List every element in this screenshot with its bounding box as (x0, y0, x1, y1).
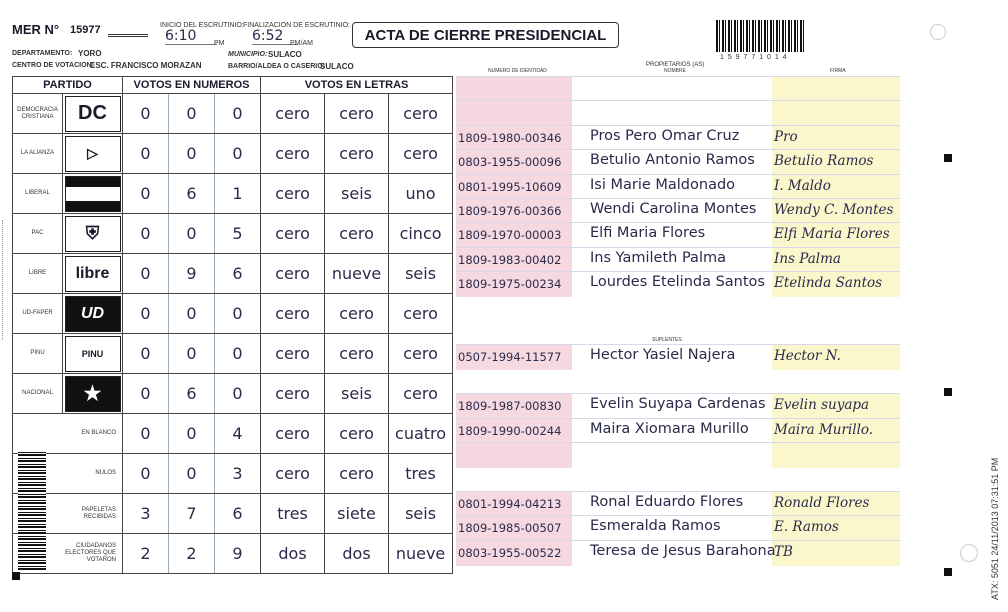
vote-digit: 9 (169, 254, 215, 294)
id-cell (456, 77, 572, 102)
member-name: Teresa de Jesus Barahona (590, 542, 776, 559)
vote-digit: 0 (215, 134, 261, 174)
vote-word: cero (261, 134, 325, 174)
vote-digit: 4 (215, 414, 261, 454)
corner-mark (944, 154, 952, 162)
vote-word: cero (325, 334, 389, 374)
vote-word: seis (389, 494, 453, 534)
mer-number: 15977 (70, 24, 101, 36)
corner-mark (944, 568, 952, 576)
party-logo (65, 216, 121, 252)
vote-word: nueve (389, 534, 453, 574)
member-signature: Ronald Flores (774, 494, 870, 511)
member-row (456, 222, 900, 248)
vote-word: cero (261, 414, 325, 454)
member-signature: Evelin suyapa (774, 397, 870, 414)
member-name: Evelin Suyapa Cardenas (590, 396, 766, 413)
member-signature: Betulio Ramos (774, 153, 874, 170)
member-name: Hector Yasiel Najera (590, 347, 736, 364)
vote-digit: 0 (215, 374, 261, 414)
member-id: 1809-1990-00244 (458, 423, 562, 438)
member-signature: Elfi Maria Flores (774, 226, 890, 243)
inicio-value: 6:10 (165, 28, 217, 45)
party-logo-cell (63, 214, 123, 254)
party-label: LIBRE (28, 270, 47, 276)
page-title (352, 22, 619, 48)
member-signature: TB (774, 543, 793, 560)
party-logo-cell (63, 294, 123, 334)
vote-word: cero (389, 334, 453, 374)
member-row (456, 515, 900, 541)
mer-label: MER N° (12, 22, 60, 37)
party-logo-text: UD (80, 304, 105, 322)
firma-label: FIRMA (830, 68, 846, 74)
vote-digit: 6 (169, 174, 215, 214)
centro-label: CENTRO DE VOTACION: (12, 62, 94, 69)
vote-word: dos (325, 534, 389, 574)
party-logo-cell (63, 334, 123, 374)
vote-digit: 1 (215, 174, 261, 214)
party-logo (65, 336, 121, 372)
triangle-icon: ▷ (87, 145, 98, 161)
vote-row (13, 254, 453, 294)
vote-row (13, 134, 453, 174)
member-id: 1809-1985-00507 (458, 521, 562, 536)
vote-digit: 0 (169, 94, 215, 134)
corner-mark (944, 388, 952, 396)
vote-row (13, 494, 453, 534)
member-id: 1809-1975-00234 (458, 277, 562, 292)
vote-row (13, 454, 453, 494)
vote-digit: 0 (123, 174, 169, 214)
member-id: 1809-1980-00346 (458, 130, 562, 145)
vote-digit: 0 (169, 294, 215, 334)
final-unit: PM/AM (290, 40, 313, 47)
party-label: NACIONAL (22, 390, 53, 396)
vote-word: cuatro (389, 414, 453, 454)
vote-digit: 0 (123, 374, 169, 414)
party-label-cell (13, 374, 63, 414)
votes-table (12, 76, 453, 574)
category-label: CIUDADANOS ELECTORES QUE VOTARON (65, 543, 116, 563)
vote-row (13, 294, 453, 334)
category-label: PAPELETAS RECIBIDAS (81, 506, 116, 520)
stamp-label: ATX: 5051 24/11/2013 07:31:51 PM (990, 457, 1000, 600)
party-logo-cell (63, 94, 123, 134)
vote-row (13, 374, 453, 414)
vote-word: cero (389, 374, 453, 414)
vote-digit: 9 (215, 534, 261, 574)
member-id: 1809-1970-00003 (458, 228, 562, 243)
vote-word: cero (325, 414, 389, 454)
vote-digit: 0 (123, 254, 169, 294)
vote-digit: 0 (123, 334, 169, 374)
member-signature: Pro (774, 128, 798, 145)
barrio-label: BARRIO/ALDEA O CASERIO: (228, 63, 325, 70)
vote-word: siete (325, 494, 389, 534)
propietarios-label: PROPIETARIOS (AS) (646, 62, 705, 68)
vote-word: cero (261, 254, 325, 294)
member-row (456, 247, 900, 273)
vote-digit: 2 (169, 534, 215, 574)
vote-word: cero (389, 94, 453, 134)
party-label-cell (13, 174, 63, 214)
member-row (456, 442, 900, 468)
vote-word: cero (325, 94, 389, 134)
page-title-text: ACTA DE CIERRE PRESIDENCIAL (364, 26, 607, 44)
vote-digit: 0 (123, 294, 169, 334)
municipio-value: SULACO (268, 50, 302, 59)
member-name: Isi Marie Maldonado (590, 176, 736, 193)
party-label-cell (13, 334, 63, 374)
municipio-label: MUNICIPIO: (228, 51, 268, 58)
member-signature: Hector N. (774, 348, 841, 365)
barrio-value: SULACO (320, 62, 354, 71)
member-signature: E. Ramos (774, 519, 839, 536)
vote-row (13, 94, 453, 134)
departamento-label: DEPARTAMENTO: (12, 50, 73, 57)
vote-digit: 3 (215, 454, 261, 494)
party-logo-text: DC (78, 102, 107, 124)
vote-word: cero (325, 294, 389, 334)
member-name: Esmeralda Ramos (590, 518, 721, 535)
vote-row (13, 174, 453, 214)
member-row (456, 76, 900, 102)
member-signature: Wendy C. Montes (774, 202, 894, 218)
final-value: 6:52 (252, 28, 298, 45)
party-label-cell (13, 214, 63, 254)
col-numeros: VOTOS EN NUMEROS (123, 77, 261, 94)
member-row (456, 344, 900, 370)
vote-digit: 0 (123, 214, 169, 254)
vote-digit: 0 (169, 334, 215, 374)
vote-word: cero (261, 174, 325, 214)
vote-digit: 0 (169, 414, 215, 454)
vote-digit: 6 (169, 374, 215, 414)
party-logo-text: libre (75, 264, 110, 282)
vote-digit: 0 (123, 94, 169, 134)
vote-digit: 0 (215, 334, 261, 374)
vote-digit: 7 (169, 494, 215, 534)
barcode (716, 20, 806, 52)
inicio-label: INICIO DEL ESCRUTINIO: (160, 22, 244, 29)
member-row (456, 125, 900, 151)
suplentes-label: SUPLENTES (652, 337, 682, 343)
member-name: Pros Pero Omar Cruz (590, 127, 740, 144)
centro-value: ESC. FRANCISCO MORAZAN (90, 61, 202, 70)
tse-logo (108, 24, 148, 37)
member-id: 1809-1976-00366 (458, 204, 562, 218)
party-label: LIBERAL (25, 190, 50, 196)
side-text (2, 220, 11, 340)
vote-word: uno (389, 174, 453, 214)
vote-word: seis (325, 174, 389, 214)
side-barcode (18, 452, 46, 570)
member-id: 0507-1994-11577 (458, 350, 562, 365)
vote-digit: 3 (123, 494, 169, 534)
party-logo (65, 136, 121, 172)
vote-word: cinco (389, 214, 453, 254)
star-icon: ★ (83, 383, 102, 405)
member-row (456, 418, 900, 444)
member-name: Maira Xiomara Murillo (590, 420, 749, 437)
member-row (456, 100, 900, 126)
hole-mark (930, 24, 946, 40)
party-label-cell (13, 134, 63, 174)
vote-word: cero (261, 454, 325, 494)
final-label: FINALIZACION DE ESCRUTINIO: (243, 22, 350, 29)
vote-word: seis (325, 374, 389, 414)
signature-cell (772, 77, 900, 102)
vote-row (13, 214, 453, 254)
member-row (456, 149, 900, 175)
vote-word: cero (325, 134, 389, 174)
member-id: 0803-1955-00522 (458, 545, 562, 560)
vote-digit: 2 (123, 534, 169, 574)
signature-cell (772, 101, 900, 126)
category-label: NULOS (95, 470, 116, 476)
departamento-value: YORO (78, 49, 102, 58)
vote-word: cero (261, 334, 325, 374)
signature-cell (772, 443, 900, 468)
vote-word: cero (261, 214, 325, 254)
vote-digit: 0 (169, 214, 215, 254)
member-row (456, 540, 900, 566)
vote-word: cero (389, 134, 453, 174)
member-signature: Maira Murillo. (774, 421, 874, 438)
member-signature: Ins Palma (774, 250, 841, 267)
party-logo (65, 256, 121, 292)
member-id: 0803-1955-00096 (458, 155, 562, 170)
party-label: PAC (31, 230, 44, 236)
member-id: 0801-1995-10609 (458, 179, 562, 194)
member-id: 0801-1994-04213 (458, 496, 562, 511)
member-name: Betulio Antonio Ramos (590, 152, 755, 169)
vote-word: cero (261, 294, 325, 334)
vote-word: dos (261, 534, 325, 574)
vote-row (13, 334, 453, 374)
vote-digit: 0 (123, 454, 169, 494)
party-logo (65, 96, 121, 132)
vote-digit: 0 (215, 94, 261, 134)
corner-mark (12, 572, 20, 580)
member-name: Wendi Carolina Montes (590, 201, 757, 217)
member-id: 1809-1983-00402 (458, 252, 562, 267)
vote-digit: 0 (123, 134, 169, 174)
party-logo-cell (63, 174, 123, 214)
vote-word: seis (389, 254, 453, 294)
vote-row (13, 534, 453, 574)
party-logo-cell (63, 254, 123, 294)
vote-digit: 5 (215, 214, 261, 254)
party-logo-text: PINU (81, 348, 104, 359)
party-label-cell (13, 294, 63, 334)
vote-digit: 0 (123, 414, 169, 454)
barcode-number: 1 5 9 7 7 1 0 1 4 (720, 54, 788, 61)
vote-digit: 6 (215, 254, 261, 294)
party-label-cell (13, 94, 63, 134)
vote-word: nueve (325, 254, 389, 294)
member-row (456, 198, 900, 224)
vote-word: cero (261, 374, 325, 414)
vote-word: tres (261, 494, 325, 534)
member-row (456, 393, 900, 419)
member-name: Ronal Eduardo Flores (590, 493, 744, 510)
member-row (456, 491, 900, 517)
col-partido: PARTIDO (13, 77, 123, 94)
hole-mark (960, 544, 978, 562)
party-logo (65, 296, 121, 332)
party-label: PINU (30, 350, 45, 356)
vote-digit: 0 (169, 454, 215, 494)
member-row (456, 271, 900, 297)
member-name: Lourdes Etelinda Santos (590, 274, 765, 291)
party-label: UD-FAPER (22, 310, 53, 316)
vote-word: tres (389, 454, 453, 494)
vote-word: cero (325, 214, 389, 254)
numero-id-label: NUMERO DE IDENTIDAD (488, 68, 547, 74)
id-cell (456, 101, 572, 126)
member-row (456, 174, 900, 200)
shield-icon: ⛨ (85, 223, 100, 243)
member-signature: Etelinda Santos (774, 275, 883, 292)
vote-digit: 0 (169, 134, 215, 174)
party-logo (65, 376, 121, 412)
party-label-cell (13, 254, 63, 294)
party-label: LA ALIANZA (20, 150, 55, 156)
member-name: Ins Yamileth Palma (590, 249, 726, 266)
vote-row (13, 414, 453, 454)
party-logo (65, 176, 121, 212)
vote-word: cero (325, 454, 389, 494)
party-label: DEMOCRACIA CRISTIANA (17, 106, 58, 120)
category-label: EN BLANCO (81, 430, 116, 436)
id-cell (456, 443, 572, 468)
category-label-cell (13, 414, 123, 454)
party-logo-cell (63, 134, 123, 174)
member-signature: I. Maldo (774, 177, 831, 194)
nombre-label: NOMBRE (664, 68, 686, 74)
member-name: Elfi Maria Flores (590, 225, 706, 242)
vote-digit: 6 (215, 494, 261, 534)
vote-word: cero (389, 294, 453, 334)
vote-word: cero (261, 94, 325, 134)
inicio-unit: PM (214, 40, 225, 47)
vote-digit: 0 (215, 294, 261, 334)
party-logo-cell (63, 374, 123, 414)
member-id: 1809-1987-00830 (458, 399, 562, 414)
col-letras: VOTOS EN LETRAS (261, 77, 453, 94)
